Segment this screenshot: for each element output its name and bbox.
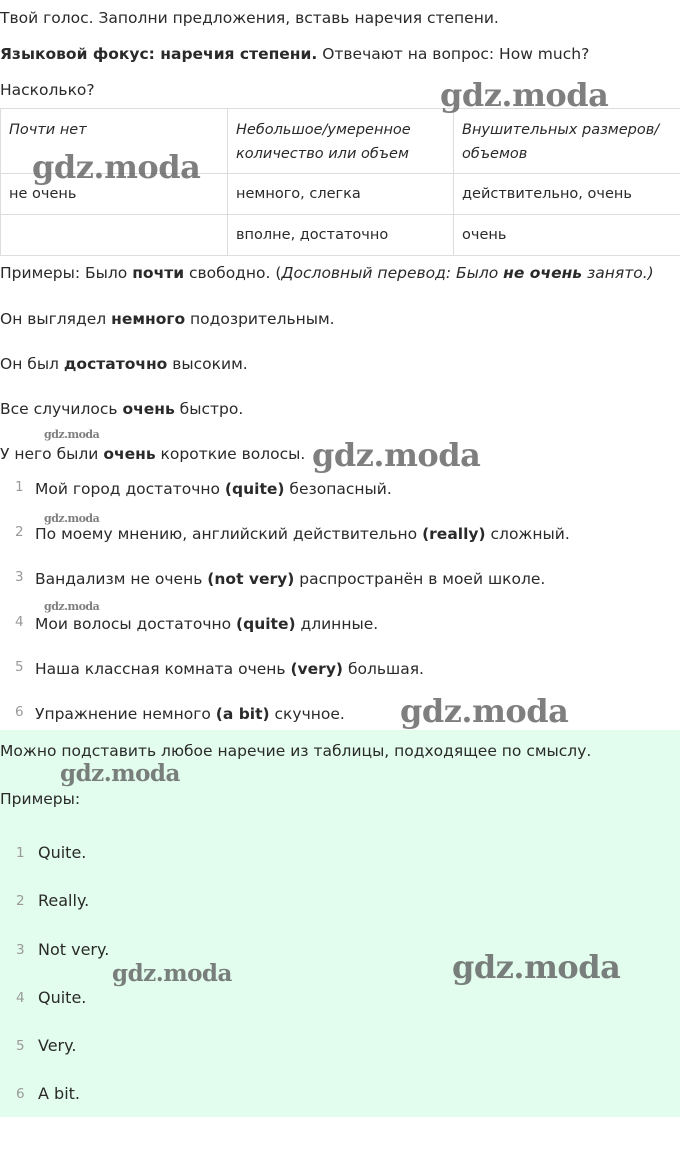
task-list — [0, 478, 680, 748]
example-italic-bold: не очень — [503, 264, 583, 282]
list-item — [0, 478, 680, 523]
list-text: Very. — [38, 1036, 77, 1056]
list-text: Really. — [38, 891, 90, 911]
list-item — [0, 842, 680, 890]
list-number: 4 — [16, 989, 25, 1006]
watermark: gdz.moda — [112, 960, 232, 987]
example-text: Он был — [0, 355, 64, 373]
example-bold: немного — [111, 310, 186, 328]
watermark: gdz.moda — [452, 948, 621, 986]
watermark: gdz.moda — [312, 436, 481, 474]
example-text: Примеры: Было — [0, 264, 133, 282]
list-text: Наша классная комната очень (very) большая. — [35, 660, 424, 678]
example-text: быстро. — [174, 400, 244, 418]
list-item — [0, 523, 680, 568]
example-bold: очень — [103, 445, 156, 463]
list-text: Quite. — [38, 843, 87, 862]
example-text: У него были — [0, 445, 104, 463]
focus-rest: Отвечают на вопрос: How much? — [317, 45, 590, 63]
list-number: 3 — [15, 569, 24, 585]
example-text: короткие волосы. — [155, 445, 306, 463]
list-item — [0, 1035, 680, 1083]
answer-intro: Можно подставить любое наречие из таблицы, подходящее по смыслу. — [0, 742, 592, 760]
example-text: Он выглядел — [0, 310, 112, 328]
list-text: Мой город достаточно (quite) безопасный. — [35, 480, 392, 498]
table-cell: вполне, достаточно — [228, 215, 454, 256]
list-text: Quite. — [38, 987, 87, 1007]
question-line: Насколько? — [0, 81, 95, 99]
watermark: gdz.moda — [440, 76, 609, 114]
focus-bold: Языковой фокус: наречия степени. — [0, 45, 318, 63]
list-number: 5 — [15, 659, 24, 675]
intro-line: Твой голос. Заполни предложения, вставь наречия степени. — [0, 9, 499, 27]
list-item — [0, 613, 680, 658]
list-number: 3 — [16, 941, 25, 958]
example-2 — [0, 308, 335, 330]
list-number: 6 — [16, 1086, 25, 1103]
example-italic: Дословный перевод: Было — [281, 264, 504, 282]
example-text: свободно. ( — [184, 264, 282, 282]
list-number: 4 — [15, 614, 24, 630]
watermark: gdz.moda — [44, 600, 100, 613]
list-text: По моему мнению, английский действительно (really) сложный. — [35, 525, 570, 543]
list-text: Вандализм не очень (not very) распространён в моей школе. — [35, 570, 546, 588]
watermark: gdz.moda — [32, 148, 201, 186]
example-4 — [0, 398, 243, 420]
example-text: высоким. — [167, 355, 248, 373]
list-number: 1 — [15, 479, 24, 495]
list-number: 2 — [15, 524, 24, 540]
list-text: Упражнение немного (a bit) скучное. — [35, 705, 345, 723]
list-text: Мои волосы достаточно (quite) длинные. — [35, 615, 379, 633]
list-number: 1 — [16, 845, 25, 861]
example-italic: занято.) — [582, 264, 654, 282]
watermark: gdz.moda — [60, 760, 180, 787]
list-text: Not very. — [38, 939, 110, 959]
list-item — [0, 890, 680, 938]
example-5 — [0, 443, 305, 465]
answer-examples-label: Примеры: — [0, 790, 81, 808]
table-cell: немного, слегка — [228, 174, 454, 215]
table-cell: действительно, очень — [454, 174, 680, 215]
answer-block — [0, 730, 680, 1117]
table-header: Почти нет — [1, 109, 228, 174]
table-cell: не очень — [1, 174, 228, 215]
list-item — [0, 987, 680, 1035]
example-bold: почти — [132, 264, 185, 282]
focus-line — [0, 43, 589, 65]
list-number: 6 — [15, 704, 24, 720]
watermark: gdz.moda — [44, 428, 100, 441]
list-number: 5 — [16, 1038, 25, 1055]
table-row — [1, 215, 680, 256]
table-header: Внушительных размеров/ объемов — [454, 109, 680, 174]
example-3 — [0, 353, 248, 375]
example-1 — [0, 262, 654, 284]
list-item — [0, 1083, 680, 1131]
example-bold: очень — [122, 400, 175, 418]
list-item — [0, 568, 680, 613]
example-text: Все случилось — [0, 400, 123, 418]
list-text: A bit. — [38, 1084, 80, 1104]
table-cell — [1, 215, 228, 256]
list-item — [0, 658, 680, 703]
watermark: gdz.moda — [400, 692, 569, 730]
example-bold: достаточно — [63, 355, 168, 373]
list-number: 2 — [16, 893, 25, 910]
watermark: gdz.moda — [44, 512, 100, 525]
table-cell: очень — [454, 215, 680, 256]
table-header: Небольшое/умеренное количество или объем — [228, 109, 454, 174]
answer-list — [0, 842, 680, 1132]
example-text: подозрительным. — [185, 310, 335, 328]
